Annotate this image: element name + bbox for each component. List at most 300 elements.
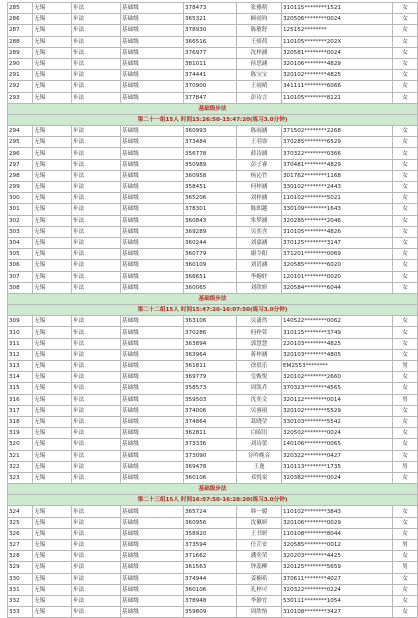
row-org: 无锡 bbox=[33, 215, 72, 226]
row-number: 295 bbox=[8, 137, 33, 148]
row-sex: 女 bbox=[393, 282, 418, 293]
table-row bbox=[8, 338, 418, 349]
row-cert: 110102********5021 bbox=[282, 193, 393, 204]
row-event: 步法 bbox=[72, 159, 121, 170]
table-row bbox=[8, 58, 418, 69]
row-id: 360958 bbox=[184, 170, 237, 181]
row-id: 359503 bbox=[184, 394, 237, 405]
row-sex: 女 bbox=[393, 551, 418, 562]
row-name: 刘欣妍 bbox=[237, 282, 282, 293]
row-number: 309 bbox=[8, 316, 33, 327]
row-id: 378473 bbox=[184, 3, 237, 14]
row-org: 无锡 bbox=[33, 260, 72, 271]
row-name: 王羽霏 bbox=[237, 137, 282, 148]
row-name: 李婉妤 bbox=[237, 271, 282, 282]
row-org: 无锡 bbox=[33, 383, 72, 394]
table-row bbox=[8, 607, 418, 618]
table-row bbox=[8, 383, 418, 394]
row-event: 步法 bbox=[72, 282, 121, 293]
row-cert: 370323********4565 bbox=[282, 383, 393, 394]
row-id: 358920 bbox=[184, 528, 237, 539]
row-id: 359809 bbox=[184, 607, 237, 618]
row-name: 郭慧慧 bbox=[237, 338, 282, 349]
table-row bbox=[8, 25, 418, 36]
row-number: 286 bbox=[8, 14, 33, 25]
row-org: 无锡 bbox=[33, 506, 72, 517]
row-sex: 女 bbox=[393, 193, 418, 204]
row-level: 基础级 bbox=[121, 416, 184, 427]
row-cert: 320585********0012 bbox=[282, 540, 393, 551]
row-sex: 男 bbox=[393, 394, 418, 405]
row-event: 步法 bbox=[72, 528, 121, 539]
row-sex: 女 bbox=[393, 14, 418, 25]
row-event: 步法 bbox=[72, 394, 121, 405]
row-name: 王书妍 bbox=[237, 528, 282, 539]
row-cert: 320584********6044 bbox=[282, 282, 393, 293]
table-row bbox=[8, 81, 418, 92]
row-org: 无锡 bbox=[33, 237, 72, 248]
row-event: 步法 bbox=[72, 316, 121, 327]
table-row bbox=[8, 271, 418, 282]
row-name: 刘嘉涵 bbox=[237, 237, 282, 248]
row-number: 329 bbox=[8, 562, 33, 573]
row-org: 无锡 bbox=[33, 327, 72, 338]
row-sex: 女 bbox=[393, 405, 418, 416]
row-sex: 女 bbox=[393, 204, 418, 215]
table-row bbox=[8, 260, 418, 271]
row-number: 293 bbox=[8, 92, 33, 103]
row-number: 287 bbox=[8, 25, 33, 36]
section-band bbox=[8, 103, 418, 114]
row-event: 步法 bbox=[72, 137, 121, 148]
table-row bbox=[8, 159, 418, 170]
row-org: 无锡 bbox=[33, 137, 72, 148]
row-level: 基础级 bbox=[121, 226, 184, 237]
row-cert: 320506********0024 bbox=[282, 14, 393, 25]
row-cert: 371502********2268 bbox=[282, 126, 393, 137]
row-name: 徐晨乐 bbox=[237, 361, 282, 372]
row-level: 基础级 bbox=[121, 595, 184, 606]
row-org: 无锡 bbox=[33, 25, 72, 36]
row-id: 377847 bbox=[184, 92, 237, 103]
row-id: 361811 bbox=[184, 361, 237, 372]
row-level: 基础级 bbox=[121, 472, 184, 483]
row-name: 王逸 bbox=[237, 461, 282, 472]
row-number: 312 bbox=[8, 349, 33, 360]
group-header-label: 第二十三组15人 时间16:07:50-16:28:20(练习3.0分钟) bbox=[8, 495, 418, 506]
row-cert: 330103********5542 bbox=[282, 416, 393, 427]
row-name: 沈奕文 bbox=[237, 394, 282, 405]
row-id: 373594 bbox=[184, 540, 237, 551]
row-id: 363894 bbox=[184, 338, 237, 349]
row-number: 317 bbox=[8, 405, 33, 416]
row-level: 基础级 bbox=[121, 405, 184, 416]
table-row bbox=[8, 215, 418, 226]
row-org: 无锡 bbox=[33, 170, 72, 181]
row-event: 步法 bbox=[72, 327, 121, 338]
row-org: 无锡 bbox=[33, 607, 72, 618]
row-level: 基础级 bbox=[121, 137, 184, 148]
table-row bbox=[8, 170, 418, 181]
row-org: 无锡 bbox=[33, 226, 72, 237]
row-org: 无锡 bbox=[33, 428, 72, 439]
row-number: 333 bbox=[8, 607, 33, 618]
row-level: 基础级 bbox=[121, 148, 184, 159]
row-level: 基础级 bbox=[121, 159, 184, 170]
row-id: 374864 bbox=[184, 416, 237, 427]
row-event: 步法 bbox=[72, 372, 121, 383]
table-row bbox=[8, 472, 418, 483]
row-number: 316 bbox=[8, 394, 33, 405]
row-name: 顾雨钧 bbox=[237, 14, 282, 25]
row-org: 无锡 bbox=[33, 159, 72, 170]
row-sex: 男 bbox=[393, 361, 418, 372]
row-cert: 320322********0427 bbox=[282, 450, 393, 461]
row-cert: 125152******** bbox=[282, 25, 393, 36]
row-sex: 女 bbox=[393, 260, 418, 271]
row-number: 299 bbox=[8, 182, 33, 193]
table-row bbox=[8, 405, 418, 416]
row-name: 谷吟晚音 bbox=[237, 450, 282, 461]
row-id: 360993 bbox=[184, 126, 237, 137]
table-row bbox=[8, 226, 418, 237]
row-event: 步法 bbox=[72, 36, 121, 47]
table-row bbox=[8, 595, 418, 606]
row-level: 基础级 bbox=[121, 573, 184, 584]
row-id: 374006 bbox=[184, 405, 237, 416]
row-name: 王骄荷 bbox=[237, 36, 282, 47]
row-id: 370286 bbox=[184, 327, 237, 338]
row-level: 基础级 bbox=[121, 182, 184, 193]
row-event: 步法 bbox=[72, 271, 121, 282]
row-number: 320 bbox=[8, 439, 33, 450]
row-event: 步法 bbox=[72, 58, 121, 69]
row-name: 钟蕊柳 bbox=[237, 562, 282, 573]
row-number: 305 bbox=[8, 249, 33, 260]
row-cert: 310105********4826 bbox=[282, 226, 393, 237]
row-level: 基础级 bbox=[121, 14, 184, 25]
row-number: 313 bbox=[8, 361, 33, 372]
row-event: 步法 bbox=[72, 92, 121, 103]
row-sex: 女 bbox=[393, 137, 418, 148]
table-row bbox=[8, 439, 418, 450]
row-number: 290 bbox=[8, 58, 33, 69]
row-cert: 370611********4027 bbox=[282, 573, 393, 584]
row-number: 292 bbox=[8, 81, 33, 92]
table-row bbox=[8, 372, 418, 383]
row-level: 基础级 bbox=[121, 70, 184, 81]
row-name: 彭诗言 bbox=[237, 92, 282, 103]
row-id: 363106 bbox=[184, 316, 237, 327]
row-cert: 371201********0069 bbox=[282, 249, 393, 260]
row-event: 步法 bbox=[72, 3, 121, 14]
row-event: 步法 bbox=[72, 595, 121, 606]
row-org: 无锡 bbox=[33, 148, 72, 159]
row-number: 322 bbox=[8, 461, 33, 472]
row-name: 韩一媛 bbox=[237, 506, 282, 517]
row-sex: 男 bbox=[393, 540, 418, 551]
row-sex: 女 bbox=[393, 472, 418, 483]
row-level: 基础级 bbox=[121, 215, 184, 226]
row-sex: 女 bbox=[393, 92, 418, 103]
row-id: 362811 bbox=[184, 428, 237, 439]
row-sex: 女 bbox=[393, 595, 418, 606]
row-level: 基础级 bbox=[121, 517, 184, 528]
row-level: 基础级 bbox=[121, 394, 184, 405]
row-name: 谢令阳 bbox=[237, 249, 282, 260]
row-org: 无锡 bbox=[33, 338, 72, 349]
row-cert: 320502********0024 bbox=[282, 428, 393, 439]
row-cert: EM2553******** bbox=[282, 361, 393, 372]
table-row bbox=[8, 70, 418, 81]
row-sex: 女 bbox=[393, 517, 418, 528]
row-org: 无锡 bbox=[33, 450, 72, 461]
row-event: 步法 bbox=[72, 204, 121, 215]
row-name: 姜楠希 bbox=[237, 573, 282, 584]
row-sex: 女 bbox=[393, 237, 418, 248]
row-name: 李静宜 bbox=[237, 595, 282, 606]
row-cert: 320103********4805 bbox=[282, 349, 393, 360]
row-name: 孔梓可 bbox=[237, 584, 282, 595]
row-name: 彭子睿 bbox=[237, 159, 282, 170]
row-name: 葛晓莹 bbox=[237, 416, 282, 427]
row-cert: 320102********5529 bbox=[282, 405, 393, 416]
row-org: 无锡 bbox=[33, 461, 72, 472]
row-id: 378930 bbox=[184, 25, 237, 36]
row-cert: 140522********0062 bbox=[282, 316, 393, 327]
row-cert: 110108********8044 bbox=[282, 528, 393, 539]
row-cert: 110102********3843 bbox=[282, 506, 393, 517]
row-event: 步法 bbox=[72, 81, 121, 92]
table-row bbox=[8, 14, 418, 25]
row-event: 步法 bbox=[72, 70, 121, 81]
row-cert: 330109********1643 bbox=[282, 204, 393, 215]
row-cert: 370481********4829 bbox=[282, 159, 393, 170]
row-sex: 女 bbox=[393, 182, 418, 193]
row-event: 步法 bbox=[72, 562, 121, 573]
row-sex: 女 bbox=[393, 506, 418, 517]
table-row bbox=[8, 428, 418, 439]
row-id: 366651 bbox=[184, 271, 237, 282]
row-number: 296 bbox=[8, 148, 33, 159]
row-name: 陈敏舒 bbox=[237, 25, 282, 36]
row-cert: 530111********1054 bbox=[282, 595, 393, 606]
row-number: 303 bbox=[8, 226, 33, 237]
row-name: 蒋梓涵 bbox=[237, 349, 282, 360]
row-name: 吴奕含 bbox=[237, 226, 282, 237]
row-cert: 310108********3427 bbox=[282, 607, 393, 618]
row-event: 步法 bbox=[72, 428, 121, 439]
row-event: 步法 bbox=[72, 148, 121, 159]
row-name: 吴睿雨 bbox=[237, 405, 282, 416]
row-cert: 370285********6529 bbox=[282, 137, 393, 148]
row-org: 无锡 bbox=[33, 14, 72, 25]
row-org: 无锡 bbox=[33, 47, 72, 58]
row-sex: 女 bbox=[393, 226, 418, 237]
table-row bbox=[8, 92, 418, 103]
row-org: 无锡 bbox=[33, 361, 72, 372]
row-sex: 女 bbox=[393, 70, 418, 81]
table-row bbox=[8, 517, 418, 528]
row-cert: 370125********3147 bbox=[282, 237, 393, 248]
row-event: 步法 bbox=[72, 405, 121, 416]
row-level: 基础级 bbox=[121, 528, 184, 539]
row-sex: 女 bbox=[393, 81, 418, 92]
section-band-label: 基础级步法 bbox=[8, 484, 418, 495]
row-event: 步法 bbox=[72, 25, 121, 36]
table-row bbox=[8, 551, 418, 562]
row-name: 陈宝宝 bbox=[237, 70, 282, 81]
row-event: 步法 bbox=[72, 461, 121, 472]
row-sex: 女 bbox=[393, 170, 418, 181]
row-event: 步法 bbox=[72, 506, 121, 517]
row-cert: 310115********1521 bbox=[282, 3, 393, 14]
group-header-label: 第二十二组15人 时间15:47:20-16:07:50(练习3.0分钟) bbox=[8, 305, 418, 316]
row-number: 300 bbox=[8, 193, 33, 204]
row-sex: 女 bbox=[393, 148, 418, 159]
row-id: 381011 bbox=[184, 58, 237, 69]
row-level: 基础级 bbox=[121, 237, 184, 248]
row-event: 步法 bbox=[72, 383, 121, 394]
row-level: 基础级 bbox=[121, 540, 184, 551]
row-name: 沈梓涵 bbox=[237, 47, 282, 58]
row-org: 无锡 bbox=[33, 416, 72, 427]
section-band-label: 基础级步法 bbox=[8, 293, 418, 304]
table-row bbox=[8, 47, 418, 58]
table-row bbox=[8, 126, 418, 137]
row-event: 步法 bbox=[72, 584, 121, 595]
row-org: 无锡 bbox=[33, 573, 72, 584]
row-id: 360065 bbox=[184, 282, 237, 293]
table-row bbox=[8, 540, 418, 551]
row-sex: 女 bbox=[393, 428, 418, 439]
table-row bbox=[8, 327, 418, 338]
row-number: 307 bbox=[8, 271, 33, 282]
row-org: 无锡 bbox=[33, 439, 72, 450]
row-level: 基础级 bbox=[121, 204, 184, 215]
row-id: 376977 bbox=[184, 47, 237, 58]
row-level: 基础级 bbox=[121, 25, 184, 36]
row-number: 327 bbox=[8, 540, 33, 551]
row-number: 306 bbox=[8, 260, 33, 271]
table-row bbox=[8, 394, 418, 405]
row-name: 王雨晴 bbox=[237, 81, 282, 92]
row-org: 无锡 bbox=[33, 584, 72, 595]
table-row bbox=[8, 562, 418, 573]
row-id: 369478 bbox=[184, 461, 237, 472]
row-org: 无锡 bbox=[33, 204, 72, 215]
row-number: 331 bbox=[8, 584, 33, 595]
row-id: 360244 bbox=[184, 237, 237, 248]
row-event: 步法 bbox=[72, 226, 121, 237]
row-event: 步法 bbox=[72, 472, 121, 483]
row-id: 366516 bbox=[184, 36, 237, 47]
row-id: 373484 bbox=[184, 137, 237, 148]
row-cert: 310115********3749 bbox=[282, 327, 393, 338]
row-event: 步法 bbox=[72, 14, 121, 25]
row-name: 薛诗涵 bbox=[237, 148, 282, 159]
row-id: 358451 bbox=[184, 182, 237, 193]
table-row bbox=[8, 416, 418, 427]
row-number: 304 bbox=[8, 237, 33, 248]
row-cert: 320322********0224 bbox=[282, 584, 393, 595]
row-sex: 女 bbox=[393, 584, 418, 595]
row-id: 378948 bbox=[184, 595, 237, 606]
row-org: 无锡 bbox=[33, 349, 72, 360]
row-cert: 301762********1168 bbox=[282, 170, 393, 181]
row-number: 325 bbox=[8, 517, 33, 528]
row-event: 步法 bbox=[72, 349, 121, 360]
row-number: 289 bbox=[8, 47, 33, 58]
row-id: 371662 bbox=[184, 551, 237, 562]
row-level: 基础级 bbox=[121, 126, 184, 137]
row-id: 350989 bbox=[184, 159, 237, 170]
row-cert: 320106********4829 bbox=[282, 58, 393, 69]
table-row bbox=[8, 584, 418, 595]
row-cert: 140106********0065 bbox=[282, 439, 393, 450]
row-level: 基础级 bbox=[121, 92, 184, 103]
row-event: 步法 bbox=[72, 607, 121, 618]
row-name: 皇甄悦 bbox=[237, 372, 282, 383]
row-id: 365206 bbox=[184, 193, 237, 204]
row-level: 基础级 bbox=[121, 506, 184, 517]
row-org: 无锡 bbox=[33, 70, 72, 81]
row-number: 330 bbox=[8, 573, 33, 584]
row-name: 沈佩妍 bbox=[237, 517, 282, 528]
row-sex: 女 bbox=[393, 338, 418, 349]
row-level: 基础级 bbox=[121, 271, 184, 282]
row-number: 332 bbox=[8, 595, 33, 606]
row-sex: 男 bbox=[393, 562, 418, 573]
row-name: 刘梓涵 bbox=[237, 193, 282, 204]
row-sex: 女 bbox=[393, 215, 418, 226]
row-id: 378301 bbox=[184, 204, 237, 215]
row-number: 308 bbox=[8, 282, 33, 293]
row-id: 360779 bbox=[184, 249, 237, 260]
row-level: 基础级 bbox=[121, 450, 184, 461]
row-id: 360106 bbox=[184, 472, 237, 483]
row-event: 步法 bbox=[72, 551, 121, 562]
table-row bbox=[8, 316, 418, 327]
row-id: 373336 bbox=[184, 439, 237, 450]
row-sex: 女 bbox=[393, 58, 418, 69]
row-number: 324 bbox=[8, 506, 33, 517]
row-cert: 320382********0024 bbox=[282, 472, 393, 483]
table-row bbox=[8, 237, 418, 248]
row-sex: 女 bbox=[393, 126, 418, 137]
row-org: 无锡 bbox=[33, 92, 72, 103]
row-sex: 女 bbox=[393, 439, 418, 450]
row-sex: 女 bbox=[393, 349, 418, 360]
row-event: 步法 bbox=[72, 47, 121, 58]
row-cert: 320125********5659 bbox=[282, 562, 393, 573]
row-event: 步法 bbox=[72, 450, 121, 461]
row-cert: 320106********0029 bbox=[282, 517, 393, 528]
row-event: 步法 bbox=[72, 215, 121, 226]
group-header bbox=[8, 305, 418, 316]
row-sex: 女 bbox=[393, 383, 418, 394]
row-sex: 男 bbox=[393, 461, 418, 472]
row-event: 步法 bbox=[72, 338, 121, 349]
row-name: 张雅萌 bbox=[237, 3, 282, 14]
row-number: 323 bbox=[8, 472, 33, 483]
table-row bbox=[8, 36, 418, 47]
row-cert: 320112********0014 bbox=[282, 394, 393, 405]
row-number: 291 bbox=[8, 70, 33, 81]
row-name: 刘诗蕾 bbox=[237, 439, 282, 450]
row-name: 白昭语 bbox=[237, 428, 282, 439]
group-header bbox=[8, 495, 418, 506]
